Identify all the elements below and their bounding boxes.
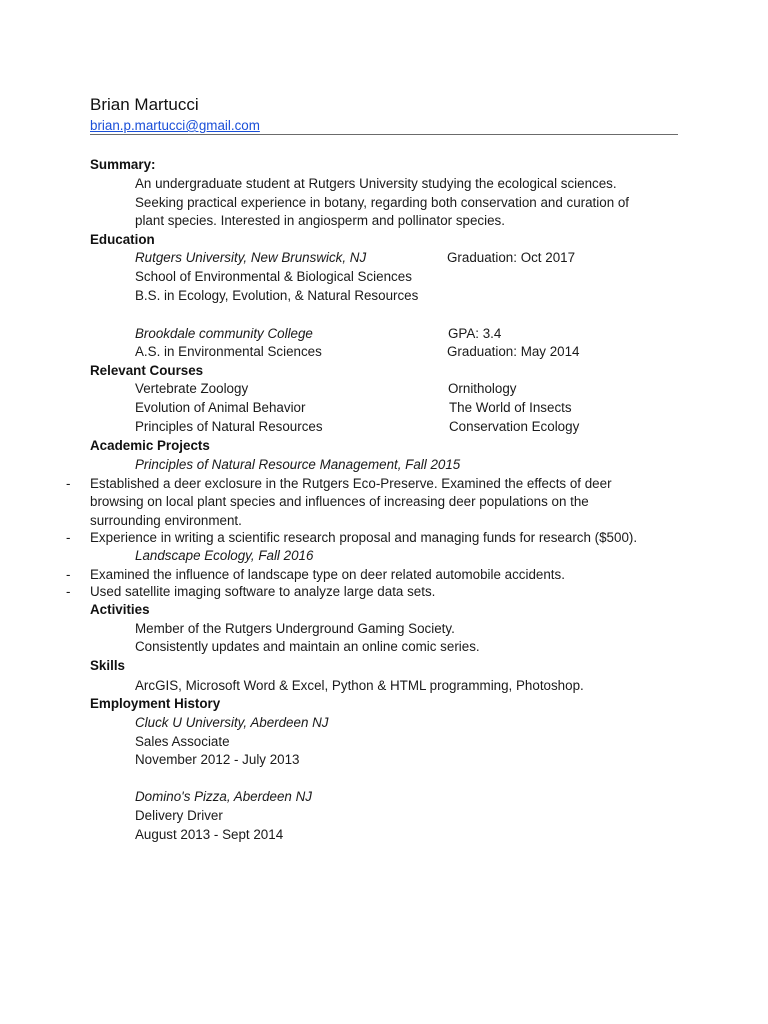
job-dates: August 2013 - Sept 2014 bbox=[135, 827, 284, 842]
employment-heading: Employment History bbox=[90, 696, 221, 711]
summary-line: Seeking practical experience in botany, regarding both conservation and curation of bbox=[135, 195, 630, 210]
job-role: Sales Associate bbox=[135, 734, 230, 749]
project-bullet-line: browsing on local plant species and influences of increasing deer populations on the bbox=[90, 494, 589, 509]
courses-heading: Relevant Courses bbox=[90, 363, 204, 378]
activity-item: Consistently updates and maintain an online comic series. bbox=[135, 639, 480, 654]
course-item: Ornithology bbox=[448, 381, 517, 396]
bullet-dash: - bbox=[66, 584, 71, 599]
education-graduation-brookdale: Graduation: May 2014 bbox=[447, 344, 580, 359]
course-item: Conservation Ecology bbox=[449, 419, 580, 434]
projects-heading: Academic Projects bbox=[90, 438, 210, 453]
bullet-dash: - bbox=[66, 476, 71, 491]
course-item: Principles of Natural Resources bbox=[135, 419, 323, 434]
employer-name: Domino's Pizza, Aberdeen NJ bbox=[135, 789, 312, 804]
candidate-name: Brian Martucci bbox=[90, 95, 199, 114]
bullet-dash: - bbox=[66, 530, 71, 545]
education-school-rutgers: Rutgers University, New Brunswick, NJ bbox=[135, 250, 367, 265]
project-bullet: Experience in writing a scientific research proposal and managing funds for research ($500). bbox=[90, 530, 638, 545]
education-graduation-rutgers: Graduation: Oct 2017 bbox=[447, 250, 576, 265]
project-bullet-line: surrounding environment. bbox=[90, 513, 242, 528]
summary-line: An undergraduate student at Rutgers University studying the ecological sciences. bbox=[135, 176, 617, 191]
skills-heading: Skills bbox=[90, 658, 125, 673]
summary-heading: Summary: bbox=[90, 157, 156, 172]
header-divider bbox=[90, 134, 678, 135]
project-bullet: Examined the influence of landscape type on deer related automobile accidents. bbox=[90, 567, 565, 582]
summary-line: plant species. Interested in angiosperm and pollinator species. bbox=[135, 213, 505, 228]
job-dates: November 2012 - July 2013 bbox=[135, 752, 300, 767]
education-gpa: GPA: 3.4 bbox=[448, 326, 502, 341]
education-degree-rutgers: B.S. in Ecology, Evolution, & Natural Resources bbox=[135, 288, 419, 303]
education-heading: Education bbox=[90, 232, 155, 247]
project-title: Landscape Ecology, Fall 2016 bbox=[135, 548, 314, 563]
course-item: The World of Insects bbox=[449, 400, 572, 415]
education-school-brookdale: Brookdale community College bbox=[135, 326, 313, 341]
employer-name: Cluck U University, Aberdeen NJ bbox=[135, 715, 329, 730]
project-bullet: Used satellite imaging software to analyze large data sets. bbox=[90, 584, 436, 599]
activities-heading: Activities bbox=[90, 602, 150, 617]
project-bullet-line: Established a deer exclosure in the Rutgers Eco-Preserve. Examined the effects of deer bbox=[90, 476, 612, 491]
job-role: Delivery Driver bbox=[135, 808, 223, 823]
activity-item: Member of the Rutgers Underground Gaming Society. bbox=[135, 621, 455, 636]
email-link[interactable]: brian.p.martucci@gmail.com bbox=[90, 118, 260, 133]
education-degree-brookdale: A.S. in Environmental Sciences bbox=[135, 344, 322, 359]
project-title: Principles of Natural Resource Management, Fall 2015 bbox=[135, 457, 461, 472]
course-item: Evolution of Animal Behavior bbox=[135, 400, 306, 415]
bullet-dash: - bbox=[66, 567, 71, 582]
education-division: School of Environmental & Biological Sciences bbox=[135, 269, 412, 284]
skills-text: ArcGIS, Microsoft Word & Excel, Python & HTML programming, Photoshop. bbox=[135, 678, 584, 693]
course-item: Vertebrate Zoology bbox=[135, 381, 249, 396]
